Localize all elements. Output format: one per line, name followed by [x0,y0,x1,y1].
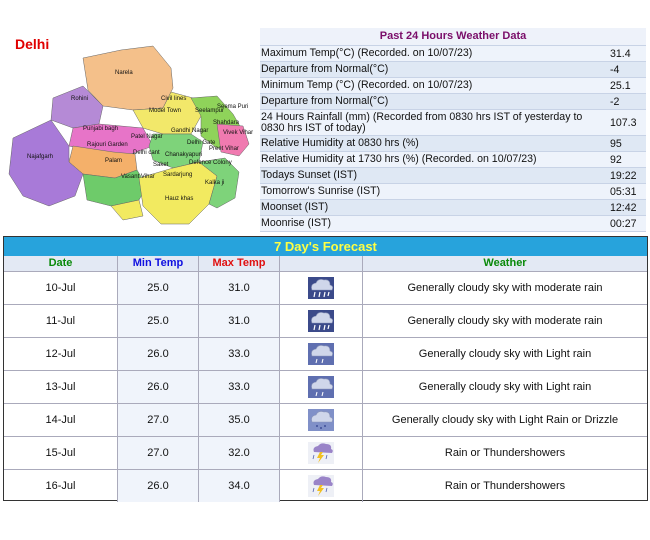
forecast-row [4,337,647,370]
svg-text:Sardarjung: Sardarjung [163,172,193,178]
weather-data-row [260,184,646,200]
forecast-max-temp: 32.0 [199,437,280,469]
forecast-date: 10-Jul [4,272,118,304]
forecast-date: 15-Jul [4,437,118,469]
forecast-weather-description: Generally cloudy sky with Light Rain or Drizzle [391,414,619,426]
forecast-max-temp: 35.0 [199,404,280,436]
forecast-min-temp: 25.0 [118,305,199,337]
forecast-date: 13-Jul [4,371,118,403]
weather-data-label: Departure from Normal(°C) [261,95,389,107]
header-icon-column [280,256,363,271]
seven-day-forecast [3,236,648,501]
forecast-header-row [4,256,647,271]
weather-data-row [260,152,646,168]
svg-text:Saket: Saket [153,162,169,168]
past-24-hours-title: Past 24 Hours Weather Data [260,28,646,46]
weather-data-row [260,216,646,232]
forecast-row [4,304,647,337]
page-footer-space [0,508,650,540]
weather-data-value: 12:42 [610,201,637,214]
svg-text:Gandhi Nagar: Gandhi Nagar [171,128,209,134]
forecast-weather-description: Generally cloudy sky with moderate rain [407,315,603,327]
weather-data-label: Relative Humidity at 0830 hrs (%) [261,137,419,149]
header-max-temp: Max Temp [199,256,280,271]
svg-text:Hauz khas: Hauz khas [165,196,194,202]
forecast-row [4,436,647,469]
forecast-weather-description: Rain or Thundershowers [444,480,566,492]
forecast-min-temp: 26.0 [118,371,199,403]
header-weather: Weather [483,257,527,269]
weather-data-row [260,94,646,110]
forecast-date: 16-Jul [4,470,118,502]
svg-text:Rajouri Garden: Rajouri Garden [87,142,128,148]
svg-text:Defence Colony: Defence Colony [189,160,232,166]
svg-text:Chanakyapuri: Chanakyapuri [165,152,203,158]
forecast-row [4,271,647,304]
forecast-title: 7 Day's Forecast [4,237,647,256]
weather-data-value: -4 [610,63,620,76]
weather-data-label: Todays Sunset (IST) [261,169,357,181]
delhi-district-map [3,28,259,230]
forecast-max-temp: 33.0 [199,338,280,370]
weather-data-value: 92 [610,153,622,166]
weather-data-row [260,136,646,152]
thundershower-icon [280,470,363,502]
forecast-date: 11-Jul [4,305,118,337]
light-rain-icon [280,371,363,403]
forecast-max-temp: 31.0 [199,272,280,304]
svg-text:Civil lines: Civil lines [161,96,187,102]
svg-text:Narela: Narela [115,70,133,76]
thundershower-icon [280,437,363,469]
svg-text:Shahdara: Shahdara [213,120,240,126]
forecast-weather-description: Generally cloudy sky with moderate rain [407,282,603,294]
header-date: Date [4,256,118,271]
map-title: Delhi [15,36,50,52]
svg-text:Seelampur: Seelampur [195,108,225,114]
forecast-max-temp: 31.0 [199,305,280,337]
svg-text:Preet Vihar: Preet Vihar [209,146,239,152]
svg-text:Delhi cant: Delhi cant [133,150,160,156]
past-24-hours-table [260,28,646,230]
weather-data-value: 25.1 [610,79,631,92]
weather-data-row [260,46,646,62]
moderate-rain-icon [280,272,363,304]
weather-data-label: Moonset (IST) [261,201,329,213]
forecast-min-temp: 26.0 [118,338,199,370]
svg-text:Vasant Vihar: Vasant Vihar [121,174,155,180]
svg-text:Rohini: Rohini [71,96,89,102]
light-rain-icon [280,338,363,370]
weather-data-label: Maximum Temp(°C) (Recorded. on 10/07/23) [261,47,473,59]
svg-text:Najafgarh: Najafgarh [27,154,54,160]
weather-data-value: 05:31 [610,185,637,198]
forecast-min-temp: 26.0 [118,470,199,502]
weather-panel [3,28,646,230]
map-graphic [3,28,259,230]
weather-data-row [260,110,646,136]
weather-data-row [260,62,646,78]
forecast-row [4,469,647,502]
weather-data-value: 00:27 [610,217,637,230]
svg-text:Kalka ji: Kalka ji [205,180,225,186]
forecast-date: 12-Jul [4,338,118,370]
forecast-date: 14-Jul [4,404,118,436]
forecast-weather-description: Rain or Thundershowers [444,447,566,459]
header-min-temp: Min Temp [118,256,199,271]
forecast-min-temp: 27.0 [118,437,199,469]
weather-data-row [260,78,646,94]
svg-text:Seema Puri: Seema Puri [217,104,249,110]
weather-data-label: Minimum Temp (°C) (Recorded. on 10/07/23) [261,79,473,91]
moderate-rain-icon [280,305,363,337]
svg-text:Delhi Gate: Delhi Gate [187,140,216,146]
weather-data-value: 19:22 [610,169,637,182]
svg-text:Patel Nagar: Patel Nagar [131,134,163,140]
svg-text:Model Town: Model Town [149,108,181,114]
svg-text:Punjabi bagh: Punjabi bagh [83,126,119,132]
forecast-min-temp: 27.0 [118,404,199,436]
weather-data-value: 107.3 [610,116,637,129]
past-24-hours-rows [260,46,646,232]
forecast-row [4,370,647,403]
weather-data-value: 95 [610,137,622,150]
weather-data-row [260,168,646,184]
weather-data-label: Tomorrow's Sunrise (IST) [261,185,381,197]
forecast-row [4,403,647,436]
weather-data-label: Moonrise (IST) [261,217,332,229]
weather-data-value: -2 [610,95,620,108]
weather-data-label: 24 Hours Rainfall (mm) (Recorded from 0830 hrs IST of yesterday to 0830 hrs IST of today) [261,110,583,134]
forecast-max-temp: 33.0 [199,371,280,403]
forecast-weather-description: Generally cloudy sky with Light rain [418,381,592,393]
forecast-weather-description: Generally cloudy sky with Light rain [418,348,592,360]
forecast-min-temp: 25.0 [118,272,199,304]
svg-text:Vivek Vihar: Vivek Vihar [223,130,254,136]
weather-data-label: Departure from Normal(°C) [261,63,389,75]
drizzle-icon [280,404,363,436]
forecast-rows [4,271,647,502]
weather-data-row [260,200,646,216]
svg-text:Palam: Palam [105,158,123,164]
weather-data-value: 31.4 [610,47,631,60]
forecast-max-temp: 34.0 [199,470,280,502]
weather-data-label: Relative Humidity at 1730 hrs (%) (Recorded. on 10/07/23) [261,153,537,165]
